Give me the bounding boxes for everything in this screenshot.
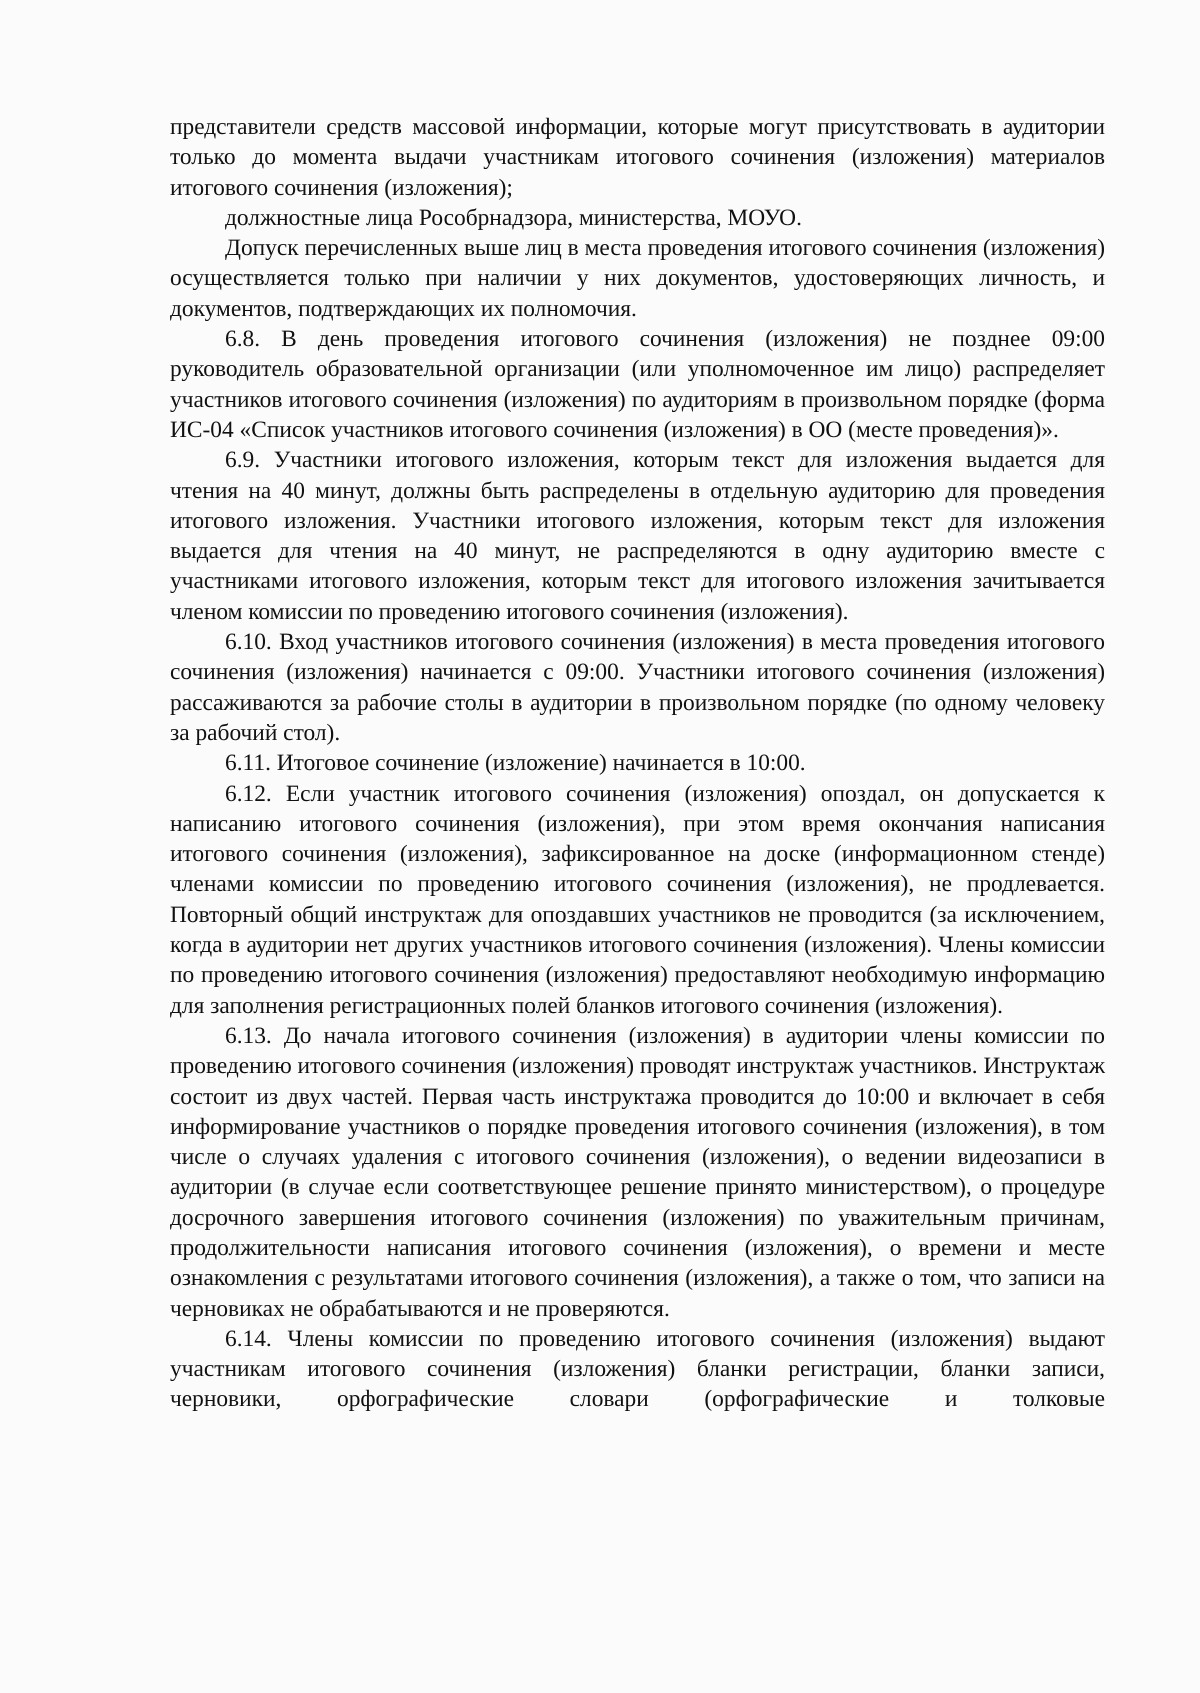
paragraph-6-12: 6.12. Если участник итогового сочинения (изложения) опоздал, он допускается к написанию итогового сочинения (изложения), при этом время окончания написания итогового сочинения (изложения), зафиксированное на доске (информационном стенде) членами комиссии по проведению итогового сочинения (изложения), не продлевается. Повторный общий инструктаж для опоздавших участников не проводится (за исключением, когда в аудитории нет других участников итогового сочинения (изложения). Члены комиссии по проведению итогового сочинения (изложения) предоставляют необходимую информацию для заполнения регистрационных полей бланков итогового сочинения (изложения).: [170, 780, 1105, 1019]
paragraph-officials: должностные лица Рособрнадзора, министерства, МОУО.: [225, 204, 802, 231]
paragraph-media-representatives: представители средств массовой информации, которые могут присутствовать в аудитории только до момента выдачи участникам итогового сочинения (изложения) материалов итогового сочинения (изложения);: [170, 114, 1105, 201]
paragraph-6-13: 6.13. До начала итогового сочинения (изложения) в аудитории члены комиссии по проведению итогового сочинения (изложения) проводят инструктаж участников. Инструктаж состоит из двух частей. Первая часть инструктажа проводится до 10:00 и включает в себя информирование участников о порядке проведения итогового сочинения (изложения), в том числе о случаях удаления с итогового сочинения (изложения), о ведении видеозаписи в аудитории (в случае если соответствующее решение принято министерством), о процедуре досрочного завершения итогового сочинения (изложения) по уважительным причинам, продолжительности написания итогового сочинения (изложения), о времени и месте ознакомления с результатами итогового сочинения (изложения), а также о том, что записи на черновиках не обрабатываются и не проверяются.: [170, 1022, 1105, 1322]
document-body: [170, 112, 1105, 1415]
paragraph-6-9: 6.9. Участники итогового изложения, которым текст для изложения выдается для чтения на 40 минут, должны быть распределены в отдельную аудиторию для проведения итогового изложения. Участники итогового изложения, которым текст для изложения выдается для чтения на 40 минут, не распределяются в одну аудиторию вместе с участниками итогового изложения, которым текст для итогового изложения зачитывается членом комиссии по проведению итогового сочинения (изложения).: [170, 447, 1105, 625]
paragraph-admission: Допуск перечисленных выше лиц в места проведения итогового сочинения (изложения) осуществляется только при наличии у них документов, удостоверяющих личность, и документов, подтверждающих их полномочия.: [170, 235, 1105, 322]
paragraph-6-11: 6.11. Итоговое сочинение (изложение) начинается в 10:00.: [225, 750, 806, 777]
paragraph-6-14: 6.14. Члены комиссии по проведению итогового сочинения (изложения) выдают участникам итогового сочинения (изложения) бланки регистрации, бланки записи, черновики, орфографические словари (орфографические и толковые: [170, 1325, 1105, 1413]
paragraph-6-8: 6.8. В день проведения итогового сочинения (изложения) не позднее 09:00 руководитель образовательной организации (или уполномоченное им лицо) распределяет участников итогового сочинения (изложения) по аудиториям в произвольном порядке (форма ИС-04 «Список участников итогового сочинения (изложения) в ОО (месте проведения)».: [170, 326, 1105, 443]
paragraph-6-10: 6.10. Вход участников итогового сочинения (изложения) в места проведения итогового сочинения (изложения) начинается с 09:00. Участники итогового сочинения (изложения) рассаживаются за рабочие столы в аудитории в произвольном порядке (по одному человеку за рабочий стол).: [170, 629, 1105, 746]
